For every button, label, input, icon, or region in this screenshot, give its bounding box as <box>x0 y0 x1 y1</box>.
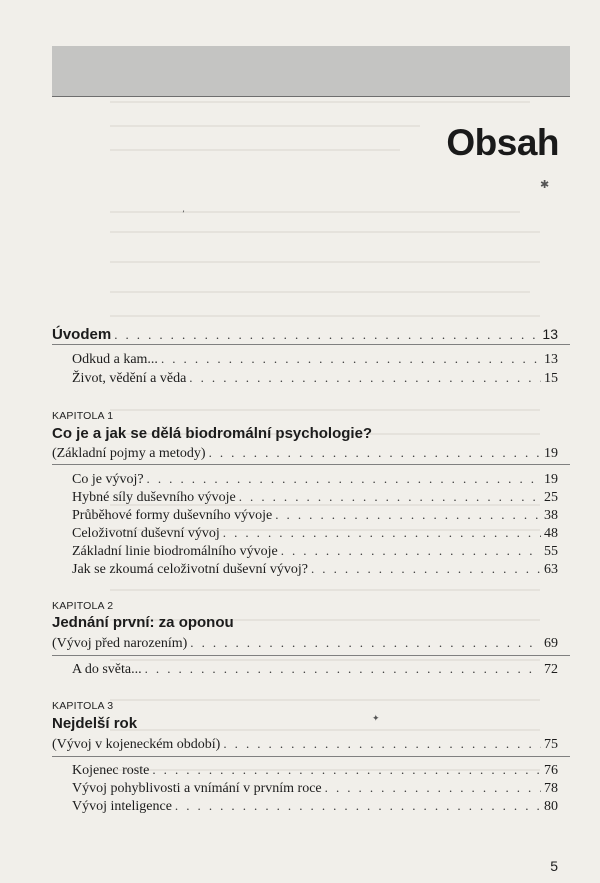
dot-leader <box>311 561 541 577</box>
header-rule <box>52 96 570 97</box>
dot-leader <box>223 736 541 752</box>
toc-page-number: 48 <box>544 526 558 541</box>
toc-subentry-title: Kojenec roste <box>72 763 150 778</box>
toc-subentry[interactable] <box>0 525 600 542</box>
chapter-title[interactable]: Jednání první: za oponou <box>52 614 234 631</box>
chapter-subtitle: (Vývoj před narozením) <box>52 636 188 651</box>
toc-subentry-title: Život, vědění a věda <box>72 371 187 386</box>
toc-chapter-subtitle[interactable] <box>0 635 600 652</box>
paper-speck: ʼ <box>182 210 185 220</box>
toc-page-number: 69 <box>544 636 558 651</box>
toc-subentry-title: Vývoj pohyblivosti a vnímání v prvním roce <box>72 781 322 796</box>
toc-subentry[interactable] <box>0 351 600 368</box>
chapter-title[interactable]: Nejdelší rok <box>52 715 138 732</box>
dot-leader <box>161 351 541 367</box>
section-rule <box>52 344 570 345</box>
toc-page-number: 19 <box>544 446 558 461</box>
toc-page-number: 63 <box>544 562 558 577</box>
toc-page-number: 75 <box>544 737 558 752</box>
toc-subentry-title: A do světa... <box>72 662 142 677</box>
dot-leader <box>281 543 541 559</box>
dot-leader <box>190 635 541 651</box>
toc-subentry[interactable] <box>0 661 600 678</box>
dot-leader <box>175 798 541 814</box>
dot-leader <box>152 762 541 778</box>
dot-leader <box>147 471 541 487</box>
toc-page-number: 76 <box>544 763 558 778</box>
dot-leader <box>239 489 541 505</box>
dot-leader <box>209 445 541 461</box>
dot-leader <box>325 780 541 796</box>
toc-page-number: 15 <box>544 371 558 386</box>
chapter-label: KAPITOLA 1 <box>52 410 114 422</box>
toc-entry-title: Úvodem <box>52 326 112 343</box>
toc-subentry-title: Průběhové formy duševního vývoje <box>72 508 273 523</box>
paper-speck: ✱ <box>540 178 550 191</box>
toc-subentry[interactable] <box>0 543 600 560</box>
toc-subentry-title: Celoživotní duševní vývoj <box>72 526 220 541</box>
toc-subentry[interactable] <box>0 370 600 387</box>
section-rule <box>52 464 570 465</box>
toc-subentry[interactable] <box>0 471 600 488</box>
toc-entry-intro[interactable] <box>0 326 600 343</box>
chapter-label: KAPITOLA 2 <box>52 600 114 612</box>
toc-subentry-title: Co je vývoj? <box>72 472 144 487</box>
toc-page-number: 38 <box>544 508 558 523</box>
header-banner <box>52 46 570 96</box>
page-title: Obsah <box>446 122 559 163</box>
toc-chapter-subtitle[interactable] <box>0 736 600 753</box>
toc-subentry-title: Hybné síly duševního vývoje <box>72 490 236 505</box>
chapter-label: KAPITOLA 3 <box>52 700 114 712</box>
dot-leader <box>223 525 541 541</box>
toc-page-number: 80 <box>544 799 558 814</box>
toc-subentry[interactable] <box>0 507 600 524</box>
chapter-subtitle: (Vývoj v kojeneckém období) <box>52 737 221 752</box>
toc-subentry-title: Základní linie biodromálního vývoje <box>72 544 278 559</box>
dot-leader <box>145 661 541 677</box>
toc-subentry-title: Jak se zkoumá celoživotní duševní vývoj? <box>72 562 308 577</box>
toc-page-number: 55 <box>544 544 558 559</box>
toc-page-number: 25 <box>544 490 558 505</box>
toc-page-number: 13 <box>542 326 558 342</box>
section-rule <box>52 655 570 656</box>
toc-subentry[interactable] <box>0 762 600 779</box>
toc-subentry[interactable] <box>0 489 600 506</box>
chapter-subtitle: (Základní pojmy a metody) <box>52 446 206 461</box>
chapter-title[interactable]: Co je a jak se dělá biodromální psychologie? <box>52 425 373 442</box>
toc-subentry[interactable] <box>0 561 600 578</box>
paper-speck: ✦ <box>372 714 380 724</box>
page-number: 5 <box>550 858 558 874</box>
toc-page-number: 72 <box>544 662 558 677</box>
toc-subentry-title: Vývoj inteligence <box>72 799 172 814</box>
toc-subentry-title: Odkud a kam... <box>72 352 158 367</box>
toc-subentry[interactable] <box>0 780 600 797</box>
section-rule <box>52 756 570 757</box>
toc-chapter-subtitle[interactable] <box>0 445 600 462</box>
toc-subentry[interactable] <box>0 798 600 815</box>
dot-leader <box>114 327 539 343</box>
dot-leader <box>189 370 541 386</box>
toc-page-number: 19 <box>544 472 558 487</box>
toc-page-number: 13 <box>544 352 558 367</box>
toc-page-number: 78 <box>544 781 558 796</box>
dot-leader <box>275 507 541 523</box>
